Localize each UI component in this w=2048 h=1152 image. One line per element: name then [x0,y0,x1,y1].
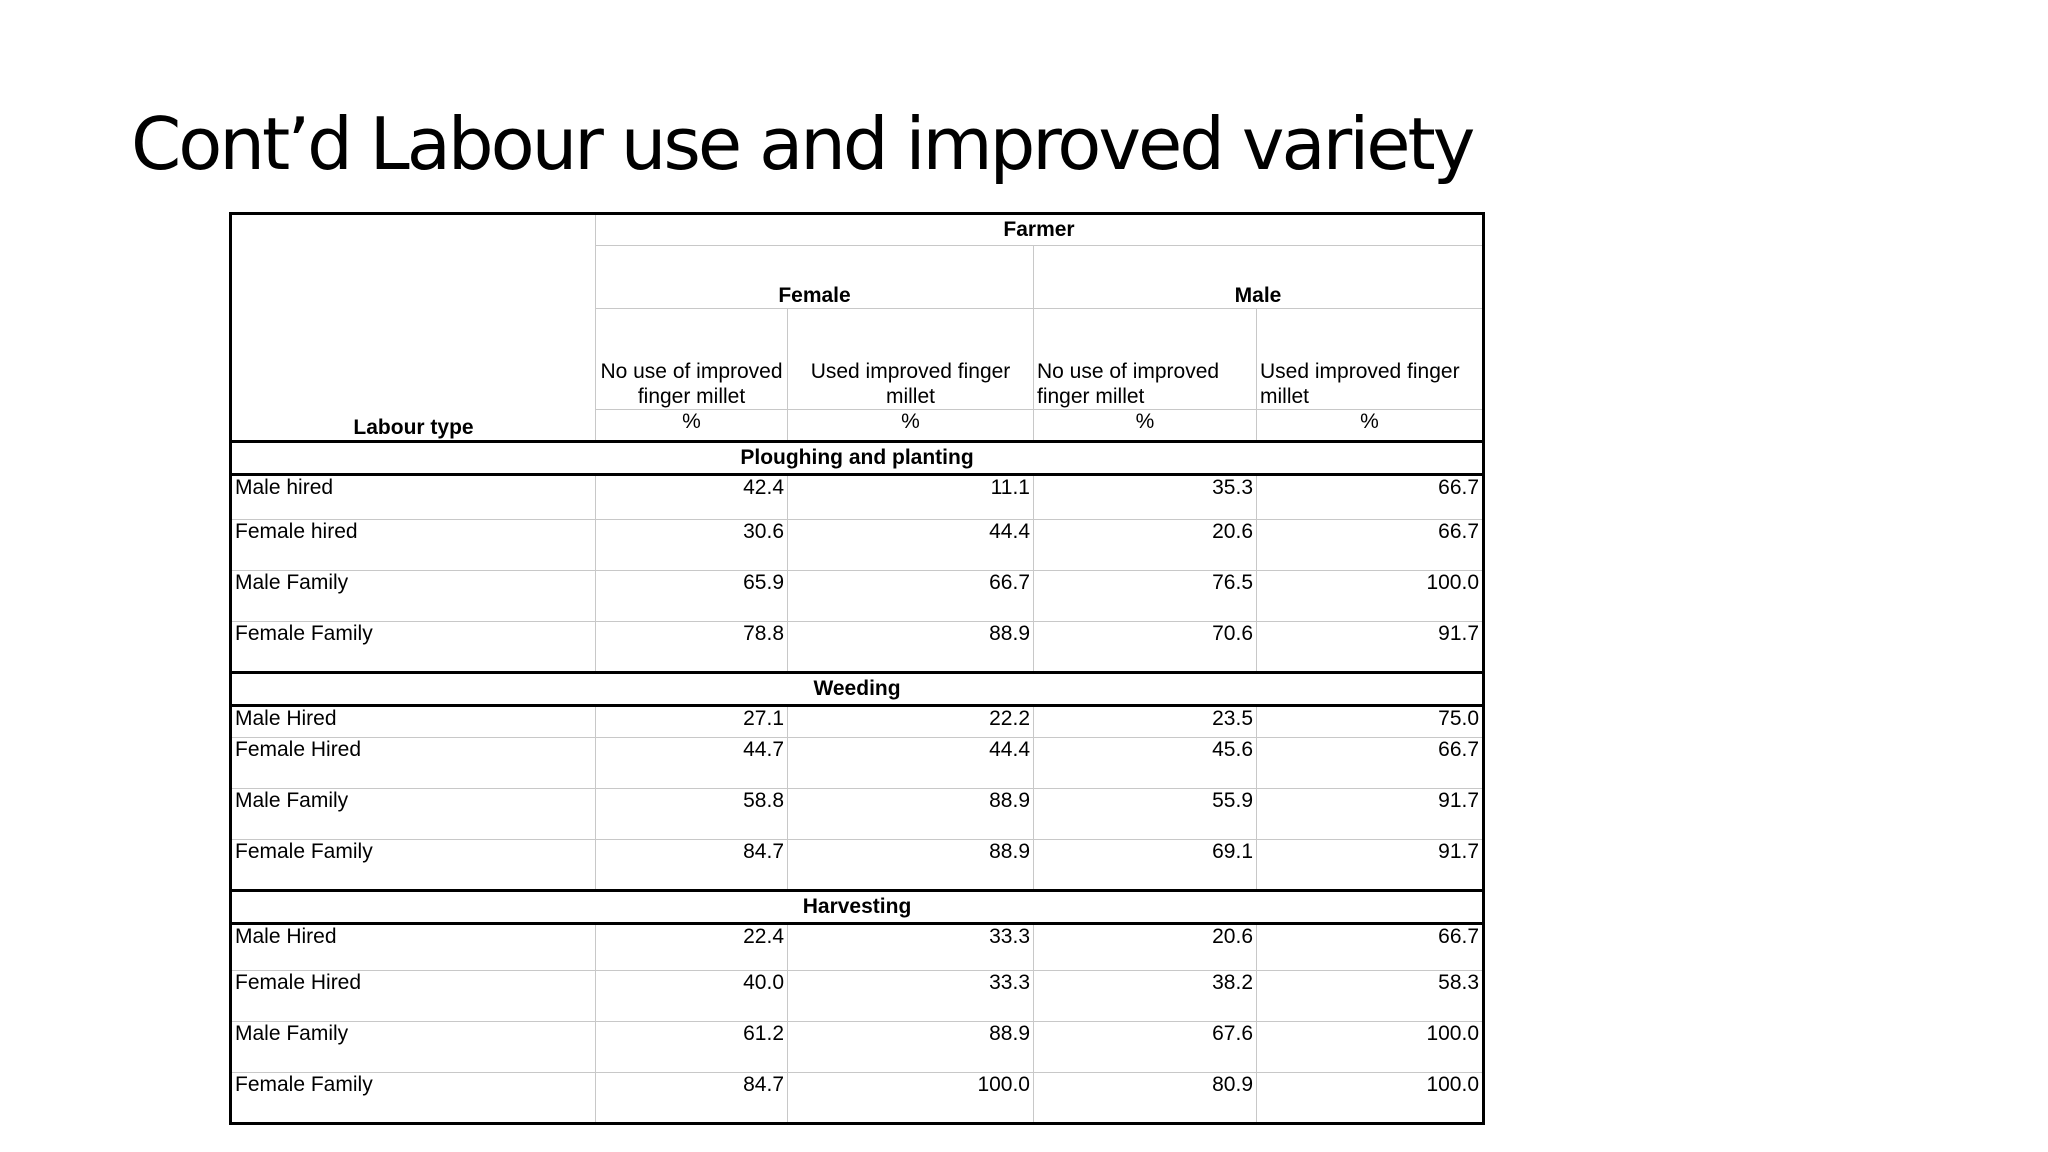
value-cell: 58.8 [596,789,788,840]
unit-cell: % [1034,410,1257,442]
header-row-farmer [231,214,1484,246]
table-row [231,1073,1484,1124]
value-cell: 30.6 [596,520,788,571]
labour-type-header: Labour type [231,214,596,442]
value-cell: 76.5 [1034,571,1257,622]
value-cell: 38.2 [1034,971,1257,1022]
value-cell: 78.8 [596,622,788,673]
section-header-row [231,673,1484,706]
section-title: Weeding [231,673,1484,706]
table-row [231,971,1484,1022]
row-label: Female Family [231,840,596,891]
female-group-header: Female [596,246,1034,309]
section-header-row [231,891,1484,924]
row-label: Male Family [231,571,596,622]
value-cell: 88.9 [788,1022,1034,1073]
value-cell: 66.7 [1257,475,1484,520]
value-cell: 84.7 [596,1073,788,1124]
value-cell: 91.7 [1257,840,1484,891]
value-cell: 65.9 [596,571,788,622]
row-label: Male Family [231,1022,596,1073]
table-row [231,789,1484,840]
unit-cell: % [788,410,1034,442]
value-cell: 88.9 [788,622,1034,673]
value-cell: 45.6 [1034,738,1257,789]
section-harvesting [231,891,1484,1124]
farmer-header: Farmer [596,214,1484,246]
value-cell: 20.6 [1034,924,1257,971]
table-row [231,924,1484,971]
value-cell: 100.0 [1257,571,1484,622]
table-row [231,706,1484,738]
value-cell: 100.0 [1257,1073,1484,1124]
row-label: Male Family [231,789,596,840]
value-cell: 80.9 [1034,1073,1257,1124]
value-cell: 22.4 [596,924,788,971]
section-header-row [231,442,1484,475]
value-cell: 66.7 [788,571,1034,622]
value-cell: 88.9 [788,789,1034,840]
value-cell: 84.7 [596,840,788,891]
value-cell: 58.3 [1257,971,1484,1022]
male-used-header: Used improved finger millet [1257,309,1484,410]
value-cell: 42.4 [596,475,788,520]
value-cell: 70.6 [1034,622,1257,673]
labour-table-container [229,212,1482,1125]
value-cell: 91.7 [1257,789,1484,840]
table-row [231,520,1484,571]
labour-use-table [229,212,1485,1125]
section-weeding [231,673,1484,891]
row-label: Female Family [231,622,596,673]
section-title: Ploughing and planting [231,442,1484,475]
value-cell: 61.2 [596,1022,788,1073]
value-cell: 55.9 [1034,789,1257,840]
table-row [231,1022,1484,1073]
value-cell: 66.7 [1257,924,1484,971]
unit-cell: % [1257,410,1484,442]
value-cell: 66.7 [1257,738,1484,789]
table-row [231,622,1484,673]
section-ploughing [231,442,1484,673]
female-no-use-header: No use of improved finger millet [596,309,788,410]
row-label: Female Hired [231,971,596,1022]
value-cell: 75.0 [1257,706,1484,738]
value-cell: 44.4 [788,520,1034,571]
value-cell: 35.3 [1034,475,1257,520]
female-used-header: Used improved finger millet [788,309,1034,410]
value-cell: 44.7 [596,738,788,789]
slide-title: Cont’d Labour use and improved variety [131,102,1473,186]
value-cell: 27.1 [596,706,788,738]
value-cell: 33.3 [788,924,1034,971]
value-cell: 23.5 [1034,706,1257,738]
row-label: Male hired [231,475,596,520]
value-cell: 66.7 [1257,520,1484,571]
value-cell: 40.0 [596,971,788,1022]
value-cell: 69.1 [1034,840,1257,891]
value-cell: 91.7 [1257,622,1484,673]
value-cell: 67.6 [1034,1022,1257,1073]
male-no-use-header: No use of improved finger millet [1034,309,1257,410]
row-label: Female Family [231,1073,596,1124]
row-label: Male Hired [231,706,596,738]
table-row [231,571,1484,622]
unit-cell: % [596,410,788,442]
table-row [231,475,1484,520]
male-group-header: Male [1034,246,1484,309]
value-cell: 44.4 [788,738,1034,789]
table-row [231,738,1484,789]
value-cell: 88.9 [788,840,1034,891]
row-label: Male Hired [231,924,596,971]
value-cell: 33.3 [788,971,1034,1022]
section-title: Harvesting [231,891,1484,924]
value-cell: 11.1 [788,475,1034,520]
value-cell: 100.0 [1257,1022,1484,1073]
table-row [231,840,1484,891]
row-label: Female Hired [231,738,596,789]
value-cell: 20.6 [1034,520,1257,571]
row-label: Female hired [231,520,596,571]
value-cell: 22.2 [788,706,1034,738]
value-cell: 100.0 [788,1073,1034,1124]
